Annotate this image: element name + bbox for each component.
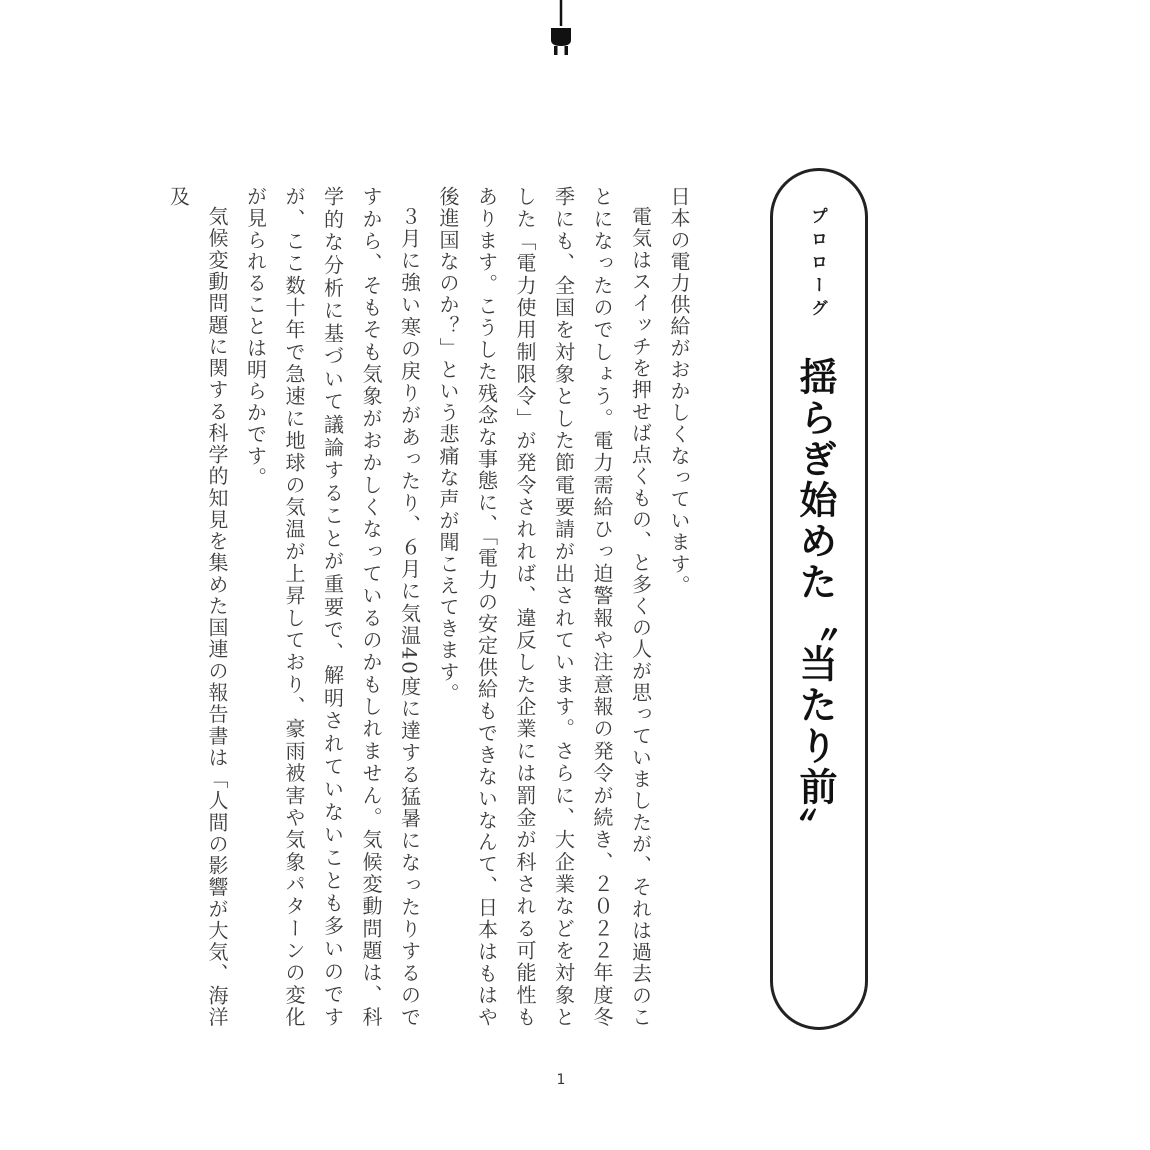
section-label: プロローグ [807,207,827,322]
plug-icon [546,0,576,60]
paragraph: 日本の電力供給がおかしくなっています。 [667,186,691,597]
chapter-title-box [770,168,868,1030]
paragraph: 電気はスイッチを押せば点くもの、と多くの人が思っていましたが、それは過去のことになったのでしょう。電力需給ひっ迫警報や注意報の発令が続き、２０２２年度冬季にも、全国を対象とした節電要請が出されています。さらに、大企業などを対象とした「電力使用制限令」が発令されれば、違反した企業には罰金が科される可能性もあります。こうした残念な事態に、「電力の安定供給もできないなんて、日本はもはや後進国なのか？」という悲痛な声が聞こえてきます。 [436,186,653,1028]
body-text [159,186,698,1028]
paragraph: ３月に強い寒の戻りがあったり、６月に気温40度に達する猛暑になったりするのですから、そもそも気象がおかしくなっているのかもしれません。気候変動問題は、科学的な分析に基づいて議論することが重要で、解明されていないことも多いのですが、ここ数十年で急速に地球の気温が上昇しており、豪雨被害や気象パターンの変化が見られることは明らかです。 [243,186,422,1028]
chapter-title: 揺らぎ始めた〝当たり前〟 [793,357,837,849]
paragraph: 気候変動問題に関する科学的知見を集めた国連の報告書は「人間の影響が大気、海洋及 [166,186,229,1028]
page-number: 1 [556,1072,566,1088]
